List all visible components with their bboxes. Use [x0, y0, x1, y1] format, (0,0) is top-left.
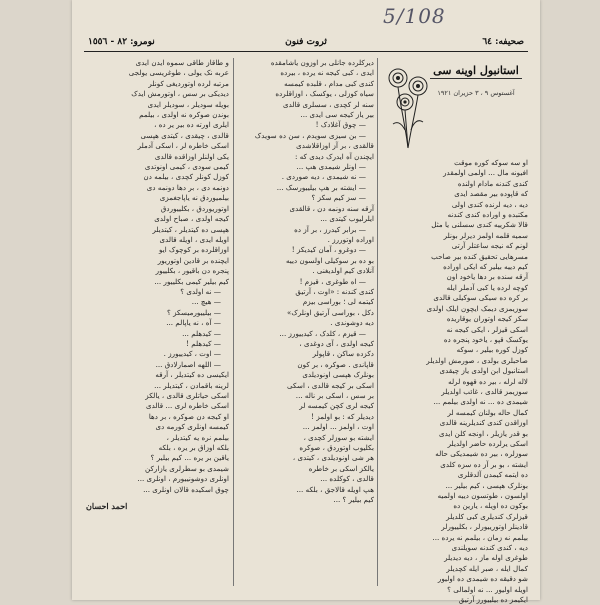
- text-line: کمال ایله ، صبر ایله کچدیلر: [446, 563, 528, 573]
- text-line: دیرکلرده جانلی بر اوزون یاشامقده: [270, 58, 374, 67]
- column-left-text: [86, 58, 229, 495]
- text-line: افیونه مال ... اولمی اولمقدر: [443, 168, 528, 178]
- text-line: اسکی خاطره لر ، اسکی آدملر: [137, 141, 229, 151]
- text-line: کندی کبی مدام ، قلبده کیمسه: [284, 78, 374, 88]
- text-line: بو ده بر سوکیلی اولسون دییه: [285, 255, 374, 265]
- text-line: کیم بیلیر کیمی بکلییور ...: [154, 276, 229, 286]
- text-line: آنلادی کیم اولدیغنی .: [312, 266, 374, 276]
- text-line: — نه شیمدی ، دیه صوردی .: [281, 172, 366, 182]
- text-line: بوندن صوکره نه اولدی ، بیلمم: [139, 110, 229, 120]
- text-line: دیدیلر که : بو اولمز !: [311, 411, 374, 421]
- text-line: کیمی سودی ، کیمی اونوتدی: [144, 162, 229, 172]
- text-line: بیلمم نره یه کیتدیلر ،: [166, 432, 229, 442]
- text-line: بکلیوب اوتوردق ، صوکره: [299, 443, 374, 453]
- text-line: بر کره ده سیکی سوکیلی قالدی: [433, 293, 528, 303]
- text-line: سنه لر کچدی ، سسلری قالدی: [282, 99, 374, 109]
- text-line: طوغری اوله ماز ، دیه دیدیلر: [444, 553, 528, 563]
- text-line: مسرهایی تحقیق کنده بیر صاحب: [431, 251, 528, 261]
- text-line: بونلرک هپسی ، کیم بیلیر ...: [445, 480, 528, 490]
- text-line: عربه نک یولی ، طوغریسی یولجی: [128, 68, 229, 78]
- text-line: دکزده ساکن ، قاپولر: [312, 349, 374, 359]
- text-line: — هیچ ...: [191, 297, 221, 307]
- text-line: لاله لرله ، بیر ده قهوه لرله: [448, 376, 528, 386]
- text-line: کندی کندنه : «اوت ، آرتیق: [295, 286, 374, 296]
- text-line: — سز کیم سکز ؟: [311, 193, 366, 203]
- text-line: اوراده اوتوررز .: [327, 234, 374, 244]
- text-line: آرقه سنه دونمه دن ، قالقدی: [289, 203, 374, 213]
- text-line: — کیدهلم ...: [182, 328, 221, 338]
- text-line: قاپاندی . صوکره ، بر کون: [297, 359, 374, 369]
- text-line: دیه ، دیه لرنده کندی اولی: [451, 199, 528, 209]
- text-line: دونمه دی ، بر دها دونمه دی: [146, 182, 229, 192]
- header-issue-number: نومرو: ٨٢ - ١٥٥٦: [88, 37, 155, 47]
- text-line: کیمسه اونلری کورمه دی: [155, 422, 229, 432]
- text-line: کوچه لرده یا کبی آدملر ایله: [446, 282, 528, 292]
- text-line: استانبول ابن اولدی یاز چیقدی: [439, 366, 528, 376]
- text-line: کیجه اولدی ، صباح اولدی: [154, 214, 229, 224]
- text-line: — دوغرو ، آمان کیدیکز !: [291, 245, 366, 255]
- text-line: شیمدی بو سطرلری یازارکن: [144, 463, 229, 473]
- text-line: سوزلره ، بیر ده شیمدیکی حاله: [435, 449, 528, 459]
- text-line: کندی کندنه مادام اولنده: [457, 178, 528, 188]
- text-line: — بن سیزی سویدم ، سن ده سویدک: [254, 130, 366, 140]
- text-line: اسکی یرلرده حاضر اولدیلر: [447, 438, 528, 448]
- text-line: آرقه سنده بر دها یاخود اون: [446, 272, 528, 282]
- text-line: کیم بیلیر ؟ ...: [333, 495, 374, 505]
- text-line: بو قدر یازیلر ، اونجه کلن ایدی: [438, 428, 528, 438]
- text-line: ایلرلیوب کیتدی ...: [320, 214, 374, 224]
- text-line: دیدیکی بر سس ، اوتورمش ایدک: [131, 89, 229, 99]
- text-line: قالا شکرییه کندی سسلنی یا مثل: [431, 220, 528, 230]
- text-line: — بیلییورمیسکز ؟: [166, 307, 221, 317]
- text-line: پنجره دن باقیور ، بکلییور: [155, 266, 229, 276]
- text-line: — اوت ، کیدییورز .: [163, 349, 221, 359]
- text-line: ده ایتمه کیمدن آلدقلری: [457, 470, 528, 480]
- text-line: قالدی ، چیقدی ، کیتدی هپسی: [140, 130, 229, 140]
- text-line: و طاقاز طاقی سموه ایدن ایدی: [135, 58, 229, 67]
- column-left: [86, 58, 229, 593]
- text-line: چوق اسکیده قالان اونلری ...: [143, 484, 229, 494]
- column-divider: [233, 58, 234, 586]
- text-line: شو دقیقه ده شیمدی ده اولیور: [437, 574, 528, 584]
- text-line: سمیه قلمه اولمز دیرلر بونلر: [443, 230, 528, 240]
- author-signature: احمد احسان: [86, 501, 128, 512]
- text-line: — اه طوغری ، قیزم !: [299, 276, 366, 286]
- text-line: ایدی ، کبی کیجه نه یرده ، بیرده: [280, 68, 374, 78]
- text-line: لونم که نیجه ساعتلر آرتی: [451, 241, 528, 251]
- text-line: ایچندن آه ایدرک دیدی که :: [294, 151, 374, 161]
- column-right: [381, 58, 528, 605]
- text-line: یاقین بر یره ... کیم بیلیر ؟: [150, 453, 229, 463]
- text-line: بیر یاز کیجه سی ایدی ...: [300, 110, 374, 120]
- header-journal-title: ثروت فنون: [285, 37, 327, 47]
- text-line: — برابر کیدرز ، بر آز ده: [294, 224, 366, 234]
- text-line: اوزاقدن کندی کندیلرینه قالدی: [439, 418, 528, 428]
- article-title-block: [381, 58, 528, 154]
- text-line: اسکی حیاتلری قالدی ، یالکز: [145, 391, 229, 400]
- text-line: کیجه لری کچن کیمسه لر: [299, 401, 374, 411]
- text-line: اوت ، اولمز ... اولمز ...: [302, 422, 374, 432]
- text-line: کوزل کوره بیلیر ، سوکه: [456, 345, 528, 355]
- article-title: استانبول اوینه سی: [430, 66, 522, 79]
- text-line: اسکی خاطره لری ... قالدی: [145, 401, 229, 411]
- text-line: سوزیمز قالدی ، غائب اولدیلر: [441, 386, 528, 396]
- text-line: — چوق آغلادک !: [315, 120, 366, 130]
- text-line: — آه ، نه یاپالم ...: [166, 318, 221, 328]
- text-line: ایچنده بر قادین اوتوریور: [157, 255, 229, 265]
- text-line: — اونلر شیمدی هپ ...: [296, 162, 366, 172]
- text-line: قالقدی ، بر آز اوزاقلاشدی: [296, 141, 374, 151]
- text-line: لرینه باقمادن ، کیتدیلر ...: [154, 380, 229, 390]
- text-line: کیم دییه بیلیر که ایکی اوراده: [443, 262, 528, 272]
- text-line: — ایشته بر هپ بیلییورسک ...: [276, 182, 366, 192]
- column-middle: [238, 58, 374, 593]
- text-line: او سه سوکه کوره موقت: [454, 158, 528, 167]
- text-line: هپ اویله قالاجق ، بلکه ...: [296, 484, 374, 494]
- text-line: اسکی بر کیجه قالدی ، اسکی: [287, 380, 374, 390]
- text-line: قادینلر اوتورییورلر ، بکلییورلر: [441, 522, 528, 532]
- text-line: ایلری اورته ده بیر یر ده ،: [154, 120, 229, 130]
- text-line: اوزاقلرده بر کوچوک ایو: [159, 245, 229, 255]
- text-line: قالدی ، کوکلده ...: [320, 474, 374, 484]
- text-line: اوتوریوردق ، بکلییوردق: [160, 203, 229, 213]
- text-line: اونلری دوشونییورم ، اونلری ...: [137, 474, 229, 484]
- text-line: اولسون ، طوتسون دییه اولمیه: [437, 491, 528, 500]
- column-right-text: [381, 158, 528, 605]
- text-line: بر سس ، اسکی بر ناله ...: [295, 391, 374, 400]
- text-line: — کیدهلم !: [186, 338, 221, 348]
- text-line: اویله اولیور ... نه اولمالی ؟: [447, 584, 528, 594]
- text-line: ایکیمز ده بیلییورز آرتیق: [458, 595, 528, 605]
- text-line: کوزل کونلر کچدی ، بیلمه دن: [143, 172, 229, 182]
- text-line: ایشته بو سوزلر کچدی ،: [303, 432, 374, 442]
- text-line: دکل ، بوراسی آرتیق اونلرک»: [287, 307, 374, 317]
- text-line: — نه اولدی ؟: [180, 286, 221, 296]
- text-line: کیجه اولدی ، آی دوغدی ،: [299, 338, 374, 348]
- text-line: دیه دوشوندی .: [330, 318, 374, 328]
- text-line: ایشته ، بو بر آز ده سزه کلدی: [440, 459, 528, 469]
- text-line: سوزیمزی دیمک ایچون ایلک اولدی: [426, 303, 528, 313]
- text-line: قیزلرک کندیلری کبی کلدیلر: [446, 511, 528, 521]
- text-line: هپسی ده کیتدیلر ، کیتدیلر: [152, 224, 229, 234]
- text-line: سیاه کوزلی ، یوکسک ، اوزاقلرده: [275, 89, 374, 99]
- text-line: یوکسک قپو ، یاخود پنجره ده: [443, 334, 528, 344]
- text-line: بلکه اوزاق بر یره ، بلکه: [158, 443, 229, 453]
- text-line: کمال حاله بولنان کیمسه لر: [447, 407, 528, 417]
- text-line: اسکی قیزلر ، ایکی کیجه نه: [446, 324, 528, 334]
- text-line: بویله سودیلر ، سودیلر ایدی: [147, 99, 229, 109]
- text-line: صاحبلری بولدی ، صورمش اولدیلر: [426, 355, 528, 365]
- text-line: هر شی اونودیلدی ، کیتدی ،: [292, 453, 374, 463]
- handwritten-note: 5/108: [383, 4, 446, 28]
- column-divider: [377, 58, 378, 586]
- text-line: بوکون ده اویله ، یارین ده: [453, 501, 528, 511]
- text-line: ایکیسی ده کیتدیلر ، آرقه: [155, 370, 229, 380]
- flower-vignette-icon: [383, 64, 433, 152]
- article-date: آغستوس ٩ ، ٣ حزیران ١٩٢١: [437, 89, 515, 97]
- text-line: یالکز اسکی بر خاطره: [308, 463, 374, 473]
- page-header: [84, 35, 528, 52]
- text-line: بیلمیوردق نه یاپاجغمزی: [159, 193, 229, 203]
- text-line: که قاپوده بیر مقصد ایدی: [454, 189, 528, 199]
- text-line: کیتمه لی ؛ بوراسی بیزم: [302, 297, 374, 307]
- text-line: یکی اولنلر اوزاقده قالدی: [154, 151, 229, 161]
- text-line: مکتبده و اوراده کندی کندنه: [447, 210, 528, 220]
- text-line: اویله ایدی ، اویله قالدی: [159, 234, 229, 244]
- text-line: — قیزم ، کلدک ، کیدییورز ...: [279, 328, 366, 338]
- text-line: شیمدی ده ... نه اولدی بیلمم ...: [433, 397, 528, 407]
- text-line: بونلرک هپسی اونودیلدی: [302, 370, 374, 380]
- text-line: بیلمم نه زمان ، بیلمم نه یرده ...: [432, 532, 528, 542]
- text-line: دیه ، کندی کندنه سویلندی: [451, 543, 528, 553]
- text-line: مرتبه لرده اوتوردیغی کونلر: [148, 78, 229, 88]
- column-middle-text: [238, 58, 374, 505]
- text-line: — اللهه اصمارلادق ...: [155, 359, 221, 369]
- text-line: او کیجه دن صوکره ، بر دها: [148, 411, 229, 421]
- text-line: سکز کیجه اوتوران یوقاریده: [446, 314, 528, 324]
- header-page-number: صحیفه: ٦٤: [482, 37, 524, 47]
